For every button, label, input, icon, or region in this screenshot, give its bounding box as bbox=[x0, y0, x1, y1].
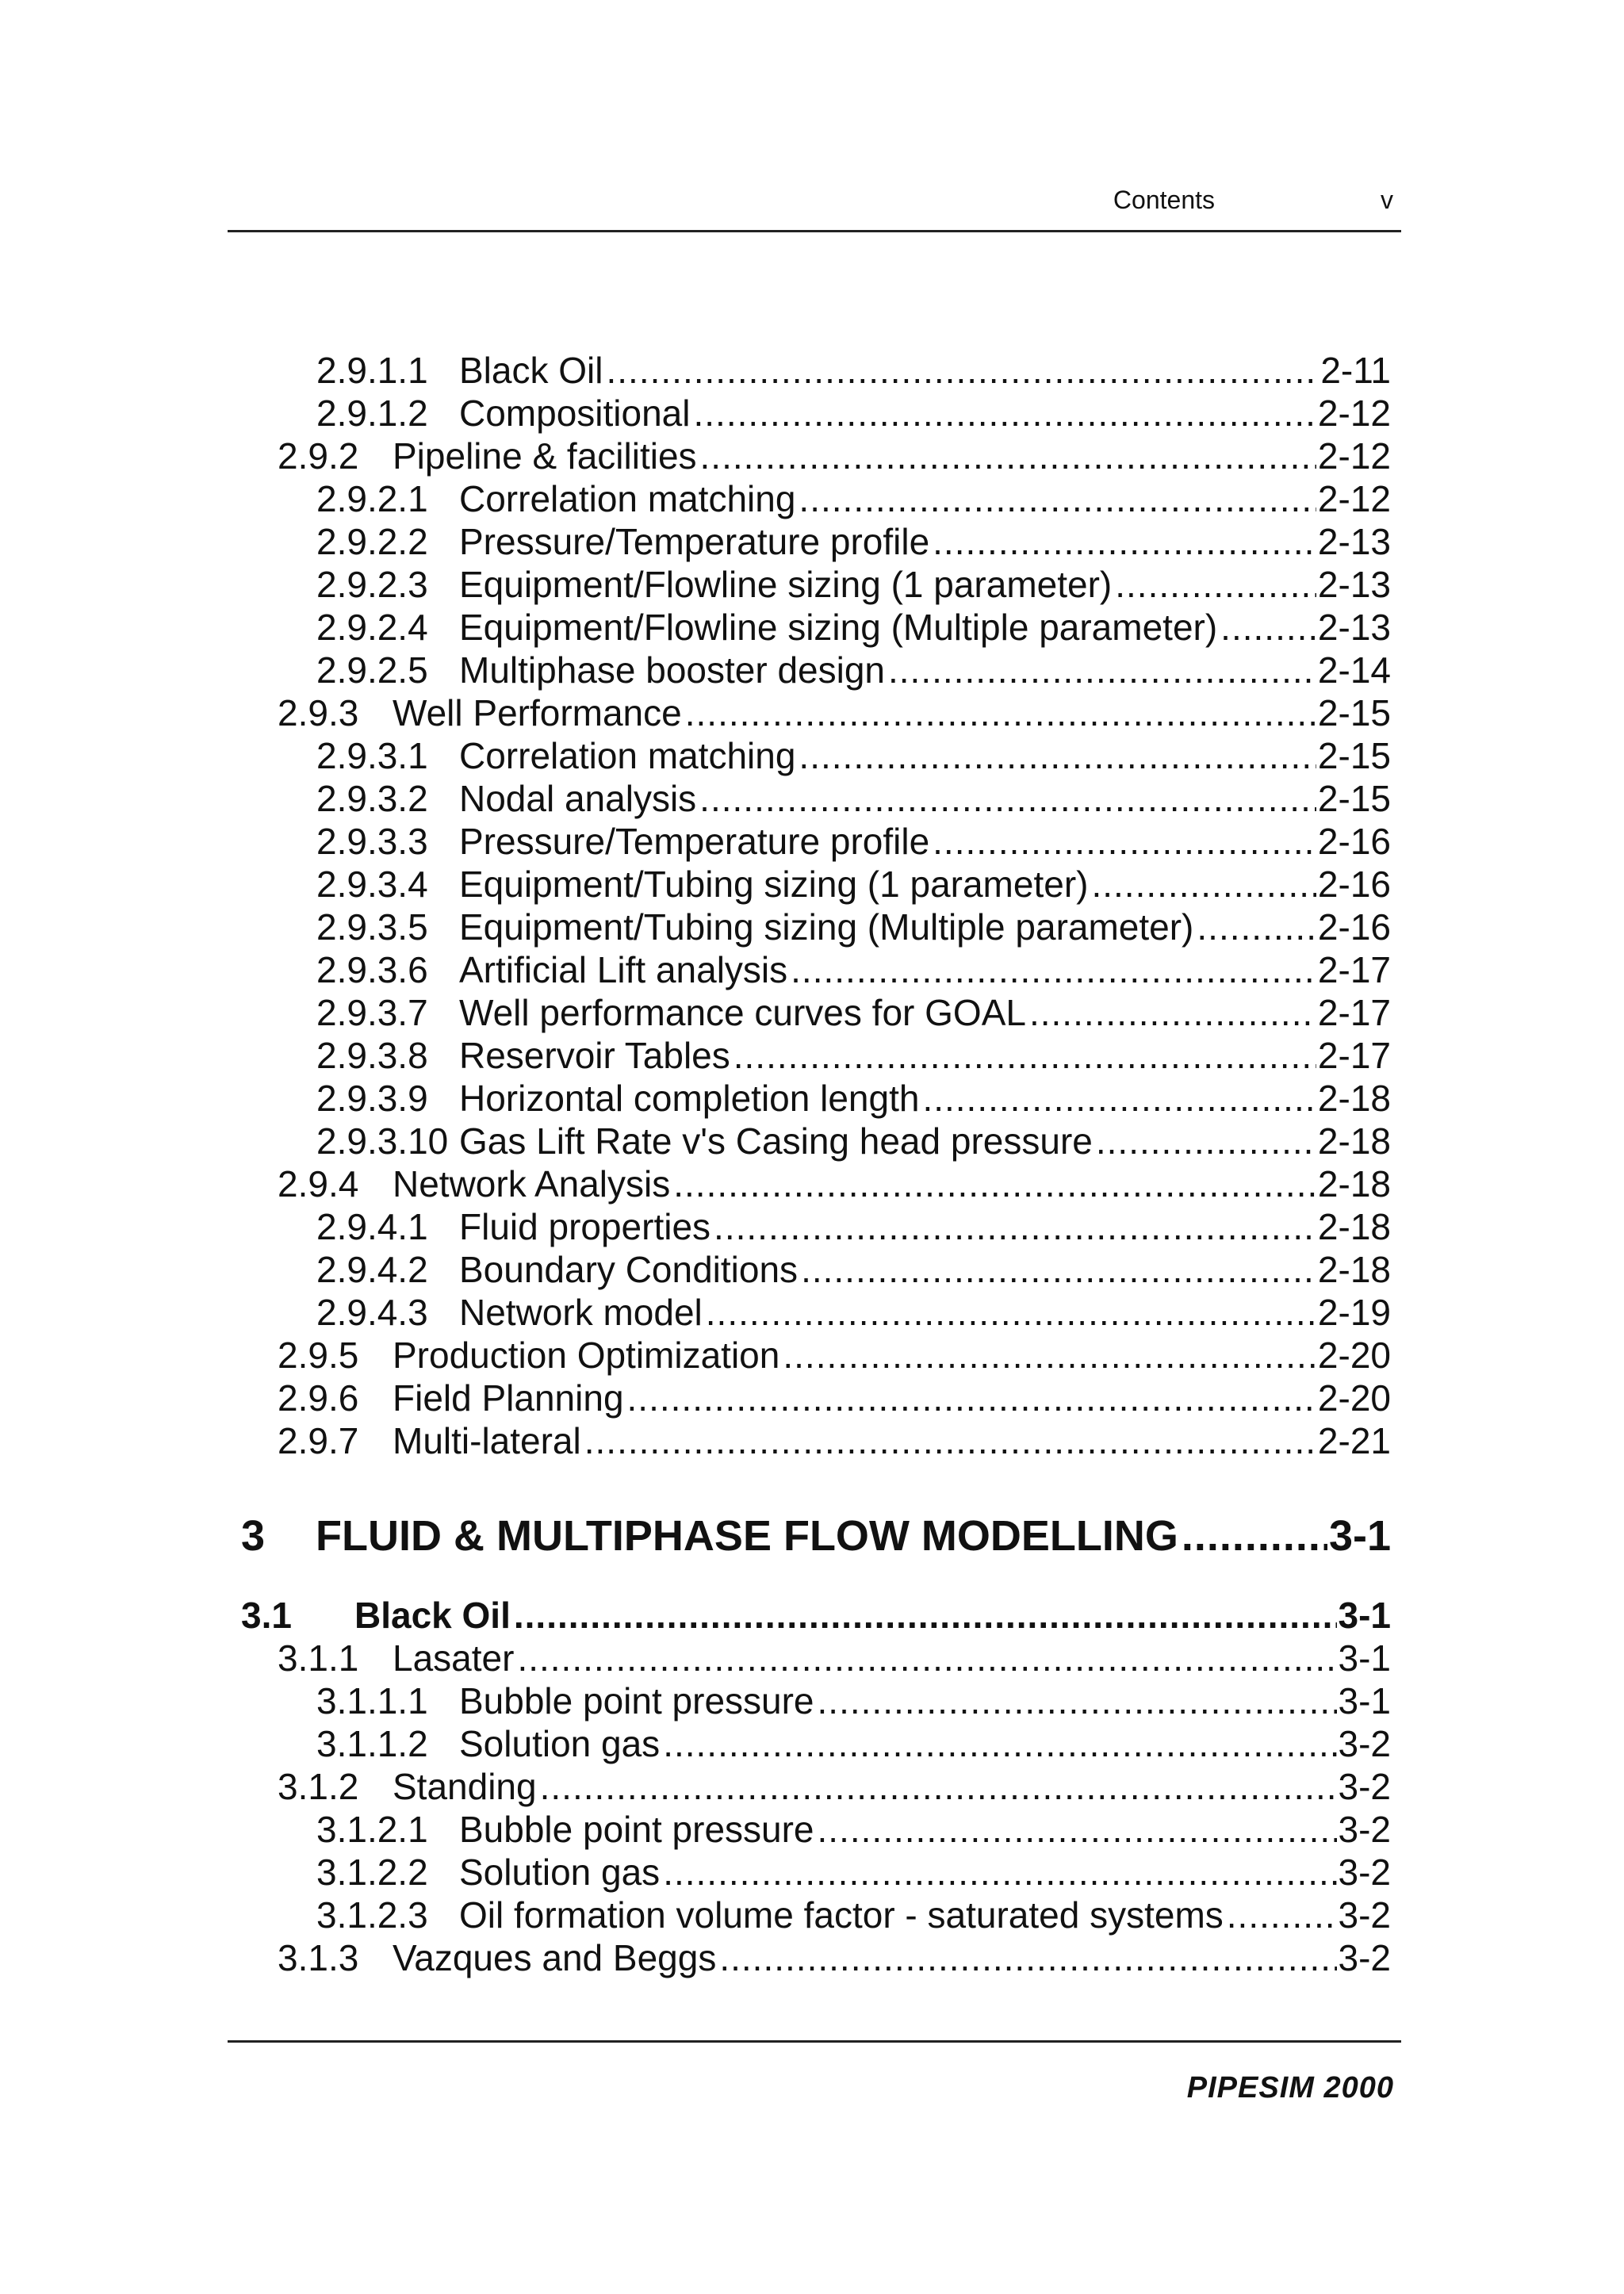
toc-entry[interactable]: 2.9.3.7 Well performance curves for GOAL ..... 2-17 bbox=[316, 991, 1391, 1034]
toc-entry[interactable]: 2.9.3.4 Equipment/Tubing sizing (1 parameter) ..... 2-16 bbox=[316, 863, 1391, 906]
toc-entry[interactable]: 3.1.1.2 Solution gas ..... 3-2 bbox=[316, 1722, 1391, 1765]
toc-entry[interactable]: 2.9.2 Pipeline & facilities ..... 2-12 bbox=[278, 435, 1391, 477]
toc-entry[interactable]: 2.9.2.4 Equipment/Flowline sizing (Multiple parameter) ..... 2-13 bbox=[316, 606, 1391, 649]
toc-entry[interactable]: 2.9.1.2 Compositional ..... 2-12 bbox=[316, 392, 1391, 435]
toc-entry[interactable]: 3.1.3 Vazques and Beggs ..... 3-2 bbox=[278, 1936, 1391, 1979]
toc-entry[interactable]: 2.9.7 Multi-lateral ..... 2-21 bbox=[278, 1419, 1391, 1462]
toc-section-entry[interactable]: 3.1 Black Oil ..... 3-1 bbox=[241, 1594, 1391, 1637]
toc-entry[interactable]: 3.1.1.1 Bubble point pressure ..... 3-1 bbox=[316, 1679, 1391, 1722]
toc-entry[interactable]: 3.1.2.2 Solution gas ..... 3-2 bbox=[316, 1851, 1391, 1894]
toc-entry[interactable]: 3.1.2 Standing ..... 3-2 bbox=[278, 1765, 1391, 1808]
toc-entry[interactable]: 2.9.2.1 Correlation matching ..... 2-12 bbox=[316, 477, 1391, 520]
toc-entry[interactable]: 2.9.5 Production Optimization ..... 2-20 bbox=[278, 1334, 1391, 1377]
toc-entry[interactable]: 2.9.3.3 Pressure/Temperature profile ..... 2-16 bbox=[316, 820, 1391, 863]
toc-chapter-entry[interactable]: 3 FLUID & MULTIPHASE FLOW MODELLING ..... 3-1 bbox=[241, 1511, 1391, 1561]
page-header bbox=[228, 182, 1401, 232]
header-page-number: v bbox=[1381, 186, 1393, 214]
toc-entry[interactable]: 2.9.3 Well Performance ..... 2-15 bbox=[278, 691, 1391, 734]
footer-brand: PIPESIM 2000 bbox=[1186, 2071, 1394, 2104]
footer-rule bbox=[228, 2040, 1401, 2043]
toc-entry[interactable]: 2.9.2.5 Multiphase booster design ..... 2-14 bbox=[316, 649, 1391, 691]
toc-entry[interactable]: 3.1.2.3 Oil formation volume factor - saturated systems ..... 3-2 bbox=[316, 1894, 1391, 1936]
toc-entry[interactable]: 2.9.4.3 Network model ..... 2-19 bbox=[316, 1291, 1391, 1334]
toc-entry[interactable]: 2.9.3.1 Correlation matching ..... 2-15 bbox=[316, 734, 1391, 777]
toc-entry[interactable]: 3.1.1 Lasater ..... 3-1 bbox=[278, 1637, 1391, 1679]
toc-entry[interactable]: 2.9.3.5 Equipment/Tubing sizing (Multiple parameter) ..... 2-16 bbox=[316, 906, 1391, 948]
toc-entry[interactable]: 2.9.3.2 Nodal analysis ..... 2-15 bbox=[316, 777, 1391, 820]
toc-entry[interactable]: 2.9.3.10 Gas Lift Rate v's Casing head pressure ..... 2-18 bbox=[316, 1120, 1391, 1162]
toc-entry[interactable]: 2.9.4.1 Fluid properties ..... 2-18 bbox=[316, 1205, 1391, 1248]
toc-entry[interactable]: 2.9.2.3 Equipment/Flowline sizing (1 parameter) ..... 2-13 bbox=[316, 563, 1391, 606]
toc-entry[interactable]: 3.1.2.1 Bubble point pressure ..... 3-2 bbox=[316, 1808, 1391, 1851]
header-title: Contents bbox=[1113, 186, 1215, 214]
toc-entry[interactable]: 2.9.4 Network Analysis ..... 2-18 bbox=[278, 1162, 1391, 1205]
toc-entry[interactable]: 2.9.1.1 Black Oil ..... 2-11 bbox=[316, 349, 1391, 392]
toc-entry[interactable]: 2.9.3.8 Reservoir Tables ..... 2-17 bbox=[316, 1034, 1391, 1077]
toc-entry[interactable]: 2.9.4.2 Boundary Conditions ..... 2-18 bbox=[316, 1248, 1391, 1291]
toc-entry[interactable]: 2.9.6 Field Planning ..... 2-20 bbox=[278, 1377, 1391, 1419]
toc-entry[interactable]: 2.9.3.6 Artificial Lift analysis ..... 2-17 bbox=[316, 948, 1391, 991]
toc-entry[interactable]: 2.9.2.2 Pressure/Temperature profile ..... 2-13 bbox=[316, 520, 1391, 563]
toc-entry[interactable]: 2.9.3.9 Horizontal completion length ..... 2-18 bbox=[316, 1077, 1391, 1120]
